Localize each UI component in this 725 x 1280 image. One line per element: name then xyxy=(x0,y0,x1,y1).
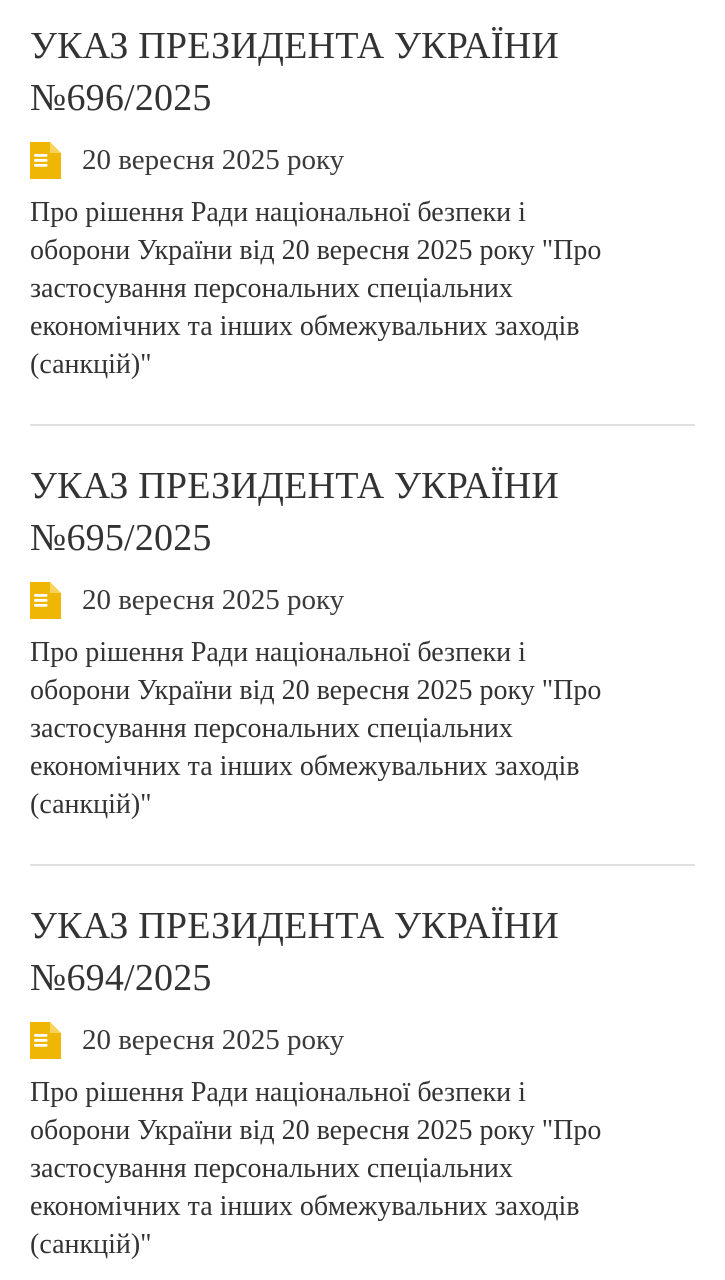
decree-description xyxy=(30,194,695,384)
description-line: Про рішення Ради національної безпеки і xyxy=(30,197,526,228)
description-line: (санкцій)" xyxy=(30,789,152,820)
decree-title[interactable] xyxy=(30,900,695,1004)
decree-number: №696/2025 xyxy=(30,77,212,119)
decree-title[interactable] xyxy=(30,460,695,564)
decree-card xyxy=(30,866,695,1280)
description-line: застосування персональних спеціальних xyxy=(30,713,513,744)
description-line: оборони України від 20 вересня 2025 року "Про xyxy=(30,235,602,266)
decree-date: 20 вересня 2025 року xyxy=(82,1023,345,1056)
description-line: Про рішення Ради національної безпеки і xyxy=(30,1077,526,1108)
document-icon-lines xyxy=(34,594,48,607)
decree-title-text: УКАЗ ПРЕЗИДЕНТА УКРАЇНИ xyxy=(30,905,559,947)
decree-number: №695/2025 xyxy=(30,517,212,559)
description-line: застосування персональних спеціальних xyxy=(30,1153,513,1184)
description-line: (санкцій)" xyxy=(30,349,152,380)
decree-date-row xyxy=(30,140,695,180)
document-icon-lines xyxy=(34,1034,48,1047)
description-line: оборони України від 20 вересня 2025 року "Про xyxy=(30,1115,602,1146)
decree-description xyxy=(30,1074,695,1264)
decree-card xyxy=(30,0,695,426)
description-line: економічних та інших обмежувальних заходів xyxy=(30,751,580,782)
document-icon xyxy=(30,1022,61,1059)
decree-date-row xyxy=(30,1020,695,1060)
description-line: застосування персональних спеціальних xyxy=(30,273,513,304)
description-line: (санкцій)" xyxy=(30,1229,152,1260)
document-icon-fold xyxy=(50,582,61,593)
description-line: Про рішення Ради національної безпеки і xyxy=(30,637,526,668)
description-line: економічних та інших обмежувальних заходів xyxy=(30,1191,580,1222)
description-line: економічних та інших обмежувальних заходів xyxy=(30,311,580,342)
decree-title[interactable] xyxy=(30,20,695,124)
decree-title-text: УКАЗ ПРЕЗИДЕНТА УКРАЇНИ xyxy=(30,465,559,507)
document-icon-fold xyxy=(50,142,61,153)
document-icon-fold xyxy=(50,1022,61,1033)
decree-card xyxy=(30,426,695,866)
document-icon xyxy=(30,582,61,619)
description-line: оборони України від 20 вересня 2025 року "Про xyxy=(30,675,602,706)
decree-date: 20 вересня 2025 року xyxy=(82,143,345,176)
decree-date-row xyxy=(30,580,695,620)
decree-date: 20 вересня 2025 року xyxy=(82,583,345,616)
document-icon xyxy=(30,142,61,179)
decree-title-text: УКАЗ ПРЕЗИДЕНТА УКРАЇНИ xyxy=(30,25,559,67)
document-icon-lines xyxy=(34,154,48,167)
decree-number: №694/2025 xyxy=(30,957,212,999)
decree-description xyxy=(30,634,695,824)
